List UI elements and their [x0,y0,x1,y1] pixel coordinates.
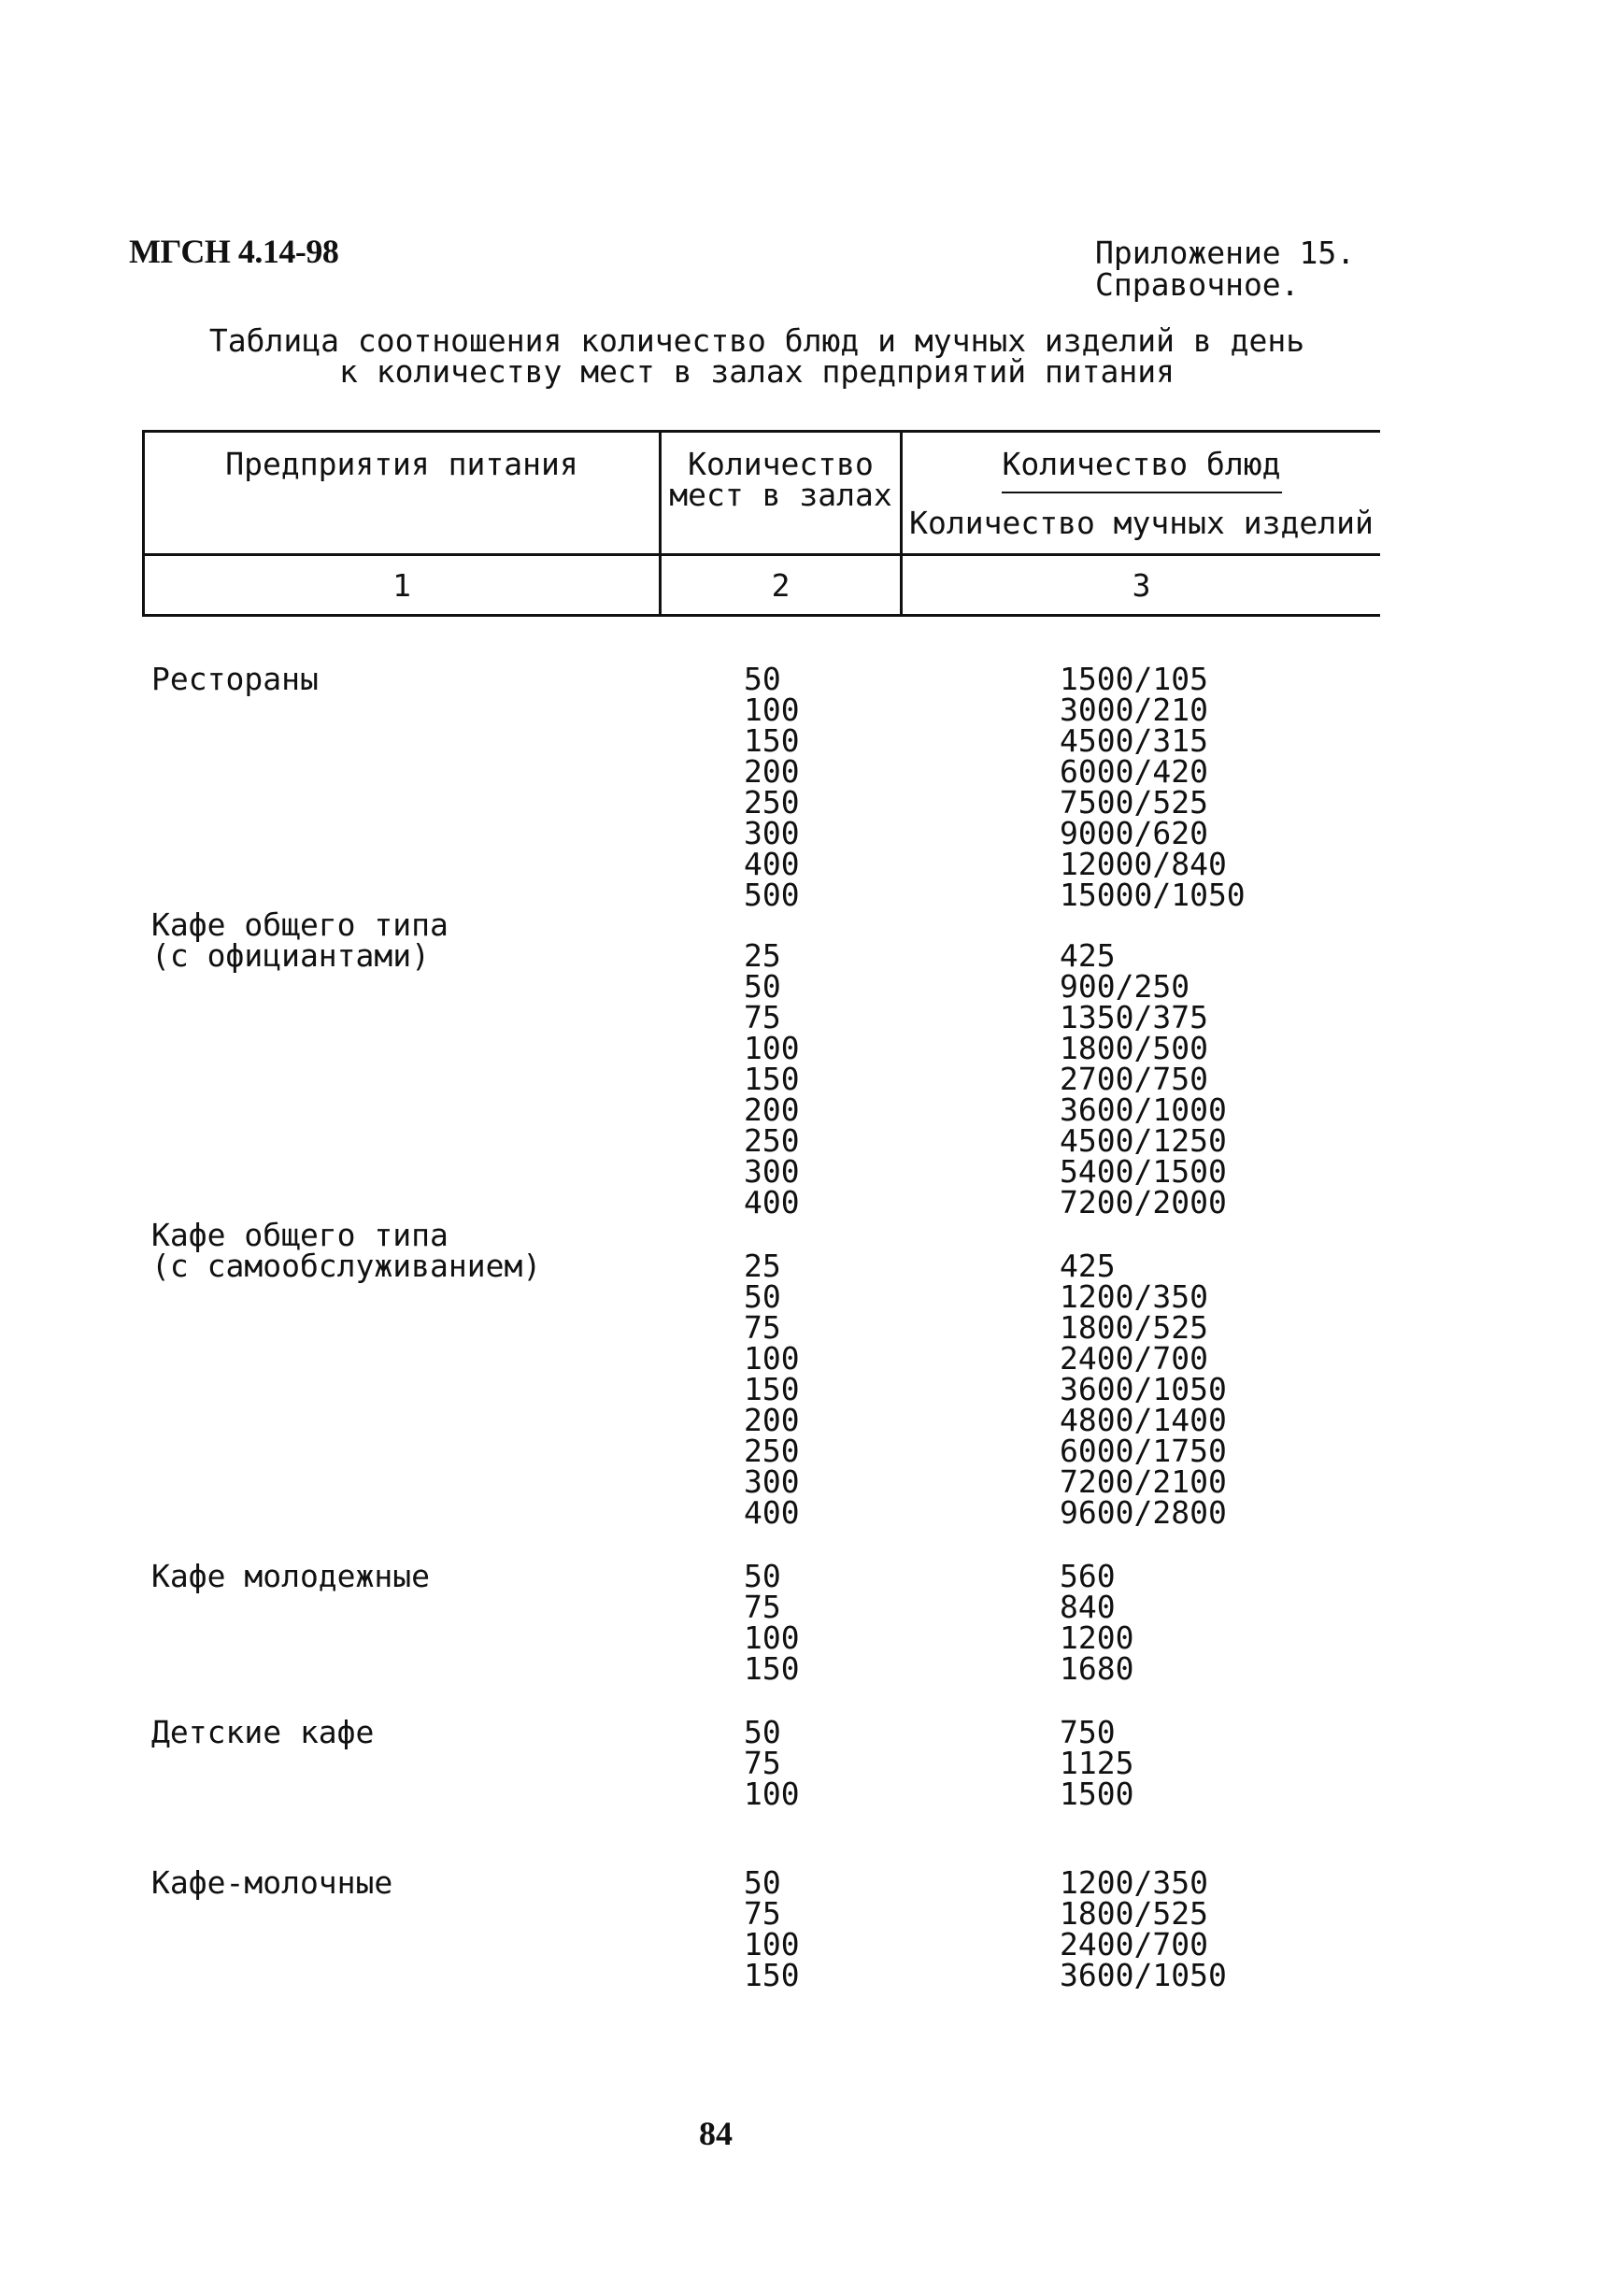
dishes-cell: 15000/1050 [1060,877,1246,913]
seats-cell: 150 [744,722,800,759]
header-top-rule [142,430,1380,433]
dishes-cell: 9600/2800 [1060,1494,1227,1531]
seats-cell: 300 [744,815,800,851]
seats-cell: 200 [744,1092,800,1128]
header-middle-rule [142,553,1380,556]
dishes-cell: 1800/525 [1060,1309,1208,1346]
col2-header-line2: мест в залах [669,477,892,513]
seats-cell: 250 [744,1433,800,1469]
seats-cell: 50 [744,1558,781,1594]
dishes-cell: 3600/1000 [1060,1092,1227,1128]
col2-header-line1: Количество [688,446,874,482]
seats-cell: 75 [744,999,781,1035]
seats-cell: 400 [744,1494,800,1531]
dishes-cell: 4500/1250 [1060,1122,1227,1159]
seats-cell: 75 [744,1745,781,1781]
appendix-number: Приложение 15. [1095,235,1356,271]
seats-cell: 100 [744,1030,800,1066]
dishes-cell: 3600/1050 [1060,1957,1227,1993]
dishes-cell: 3000/210 [1060,692,1208,728]
dishes-cell: 1200 [1060,1620,1134,1656]
table-title [140,322,1374,390]
dishes-cell: 560 [1060,1558,1116,1594]
col1-number: 1 [392,567,411,604]
seats-cell: 100 [744,1620,800,1656]
table-title-line2: к количеству мест в залах предприятий питания [338,353,1175,390]
seats-cell: 50 [744,1864,781,1901]
col3-header-top: Количество блюд [1002,446,1281,482]
seats-cell: 75 [744,1309,781,1346]
col3-number: 3 [1132,567,1151,604]
seats-cell: 150 [744,1957,800,1993]
dishes-cell: 12000/840 [1060,846,1227,882]
group-name: (с самообслуживанием) [151,1248,542,1284]
dishes-cell: 750 [1060,1714,1116,1750]
group-name: Кафе общего типа [151,906,449,943]
seats-cell: 100 [744,692,800,728]
group-name: Кафе-молочные [151,1864,393,1901]
seats-cell: 100 [744,1340,800,1377]
seats-cell: 400 [744,846,800,882]
dishes-cell: 1800/500 [1060,1030,1208,1066]
seats-cell: 25 [744,1248,781,1284]
dishes-cell: 1680 [1060,1650,1134,1687]
seats-cell: 100 [744,1926,800,1962]
seats-cell: 200 [744,1402,800,1438]
seats-cell: 300 [744,1463,800,1500]
dishes-cell: 2400/700 [1060,1926,1208,1962]
dishes-cell: 900/250 [1060,968,1190,1005]
dishes-cell: 2400/700 [1060,1340,1208,1377]
seats-cell: 250 [744,784,800,820]
dishes-cell: 1350/375 [1060,999,1208,1035]
dishes-cell: 1200/350 [1060,1864,1208,1901]
dishes-cell: 6000/420 [1060,753,1208,790]
dishes-cell: 425 [1060,1248,1116,1284]
header-fraction-rule [1002,492,1282,493]
seats-cell: 50 [744,661,781,697]
col1-header: Предприятия питания [225,446,578,482]
seats-cell: 150 [744,1650,800,1687]
group-name: Рестораны [151,661,319,697]
seats-cell: 25 [744,937,781,974]
dishes-cell: 1800/525 [1060,1895,1208,1932]
seats-cell: 500 [744,877,800,913]
seats-cell: 50 [744,1278,781,1315]
dishes-cell: 4800/1400 [1060,1402,1227,1438]
col3-header-bottom: Количество мучных изделий [909,505,1374,541]
dishes-cell: 2700/750 [1060,1061,1208,1097]
header-bottom-rule [142,614,1380,617]
seats-cell: 100 [744,1776,800,1812]
dishes-cell: 1500/105 [1060,661,1208,697]
seats-cell: 75 [744,1895,781,1932]
dishes-cell: 7500/525 [1060,784,1208,820]
seats-cell: 250 [744,1122,800,1159]
group-name: (с официантами) [151,937,431,974]
col2-number: 2 [771,567,791,604]
dishes-cell: 9000/620 [1060,815,1208,851]
dishes-cell: 1500 [1060,1776,1134,1812]
dishes-cell: 1125 [1060,1745,1134,1781]
document-code: МГСН 4.14-98 [129,233,339,270]
dishes-cell: 6000/1750 [1060,1433,1227,1469]
dishes-cell: 7200/2000 [1060,1184,1227,1220]
seats-cell: 50 [744,1714,781,1750]
page-number: 84 [699,2115,733,2152]
group-name: Кафе молодежные [151,1558,431,1594]
dishes-cell: 3600/1050 [1060,1371,1227,1407]
table-title-line1: Таблица соотношения количество блюд и мучных изделий в день [208,322,1305,359]
seats-cell: 150 [744,1371,800,1407]
dishes-cell: 1200/350 [1060,1278,1208,1315]
seats-cell: 150 [744,1061,800,1097]
group-name: Кафе общего типа [151,1217,449,1253]
seats-cell: 300 [744,1153,800,1190]
appendix-type: Справочное. [1095,266,1300,303]
table-header [142,430,1380,617]
appendix-label [1095,237,1355,301]
dishes-cell: 4500/315 [1060,722,1208,759]
seats-cell: 50 [744,968,781,1005]
seats-cell: 75 [744,1589,781,1625]
seats-cell: 400 [744,1184,800,1220]
dishes-cell: 7200/2100 [1060,1463,1227,1500]
dishes-cell: 425 [1060,937,1116,974]
dishes-cell: 5400/1500 [1060,1153,1227,1190]
dishes-cell: 840 [1060,1589,1116,1625]
seats-cell: 200 [744,753,800,790]
group-name: Детские кафе [151,1714,375,1750]
